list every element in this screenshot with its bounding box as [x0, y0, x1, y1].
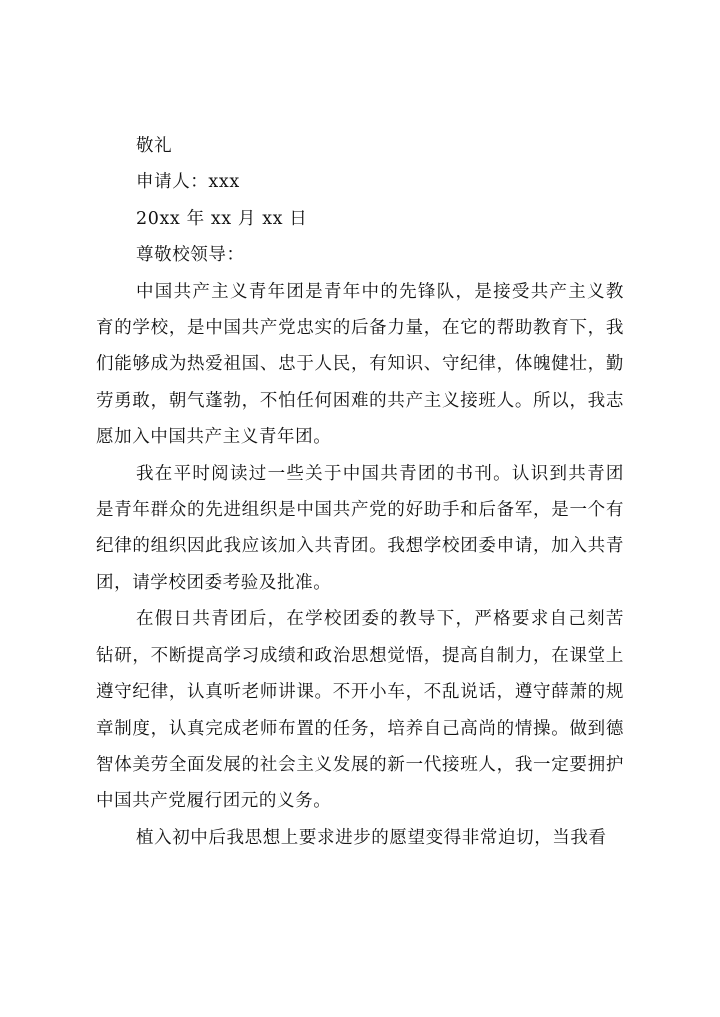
closing-line: 敬礼 [136, 136, 173, 156]
applicant-line: 申请人：xxx [136, 172, 240, 193]
date-line: 20xx 年 xx 月 xx 日 [136, 208, 308, 229]
paragraph-1: 中国共产主义青年团是青年中的先锋队，是接受共产主义教育的学校，是中国共产党忠实的后备力量，在它的帮助教育下，我们能够成为热爱祖国、忠于人民，有知识、守纪律，体魄健壮，勤劳勇敢，朝气蓬勃，不怕任何困难的共产主义接班人。所以，我志愿加入中国共产主义青年团。 [96, 281, 624, 448]
letter-body [96, 128, 624, 856]
paragraph-3: 在假日共青团后，在学校团委的教导下，严格要求自己刻苦钻研，不断提高学习成绩和政治思想觉悟，提高自制力，在课堂上遵守纪律，认真听老师讲课。不开小车，不乱说话，遵守薛萧的规章制度，认真完成老师布置的任务，培养自己高尚的情操。做到德智体美劳全面发展的社会主义发展的新一代接班人，我一定要拥护中国共产党履行团元的义务。 [96, 609, 624, 812]
paragraph-2: 我在平时阅读过一些关于中国共青团的书刊。认识到共青团是青年群众的先进组织是中国共产党的好助手和后备军，是一个有纪律的组织因此我应该加入共青团。我想学校团委申请，加入共青团，请学校团委考验及批准。 [96, 463, 624, 593]
salutation-line: 尊敬校领导： [136, 245, 245, 266]
paragraph-4: 植入初中后我思想上要求进步的愿望变得非常迫切，当我看 [136, 827, 607, 848]
